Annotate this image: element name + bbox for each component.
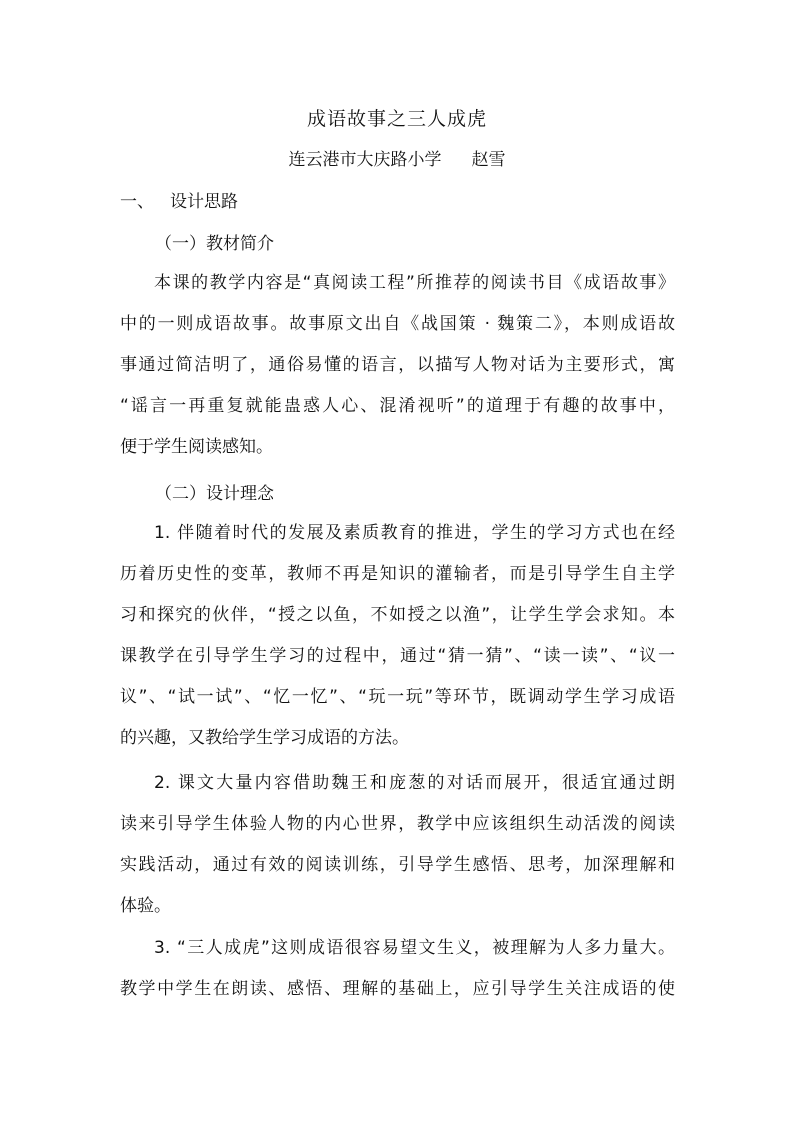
section-number: 一、 bbox=[120, 192, 154, 212]
paragraph-line: 事通过简洁明了，通俗易懂的语言，以描写人物对话为主要形式，寓 bbox=[120, 355, 675, 375]
paragraph-line: 教学中学生在朗读、感悟、理解的基础上，应引导学生关注成语的使 bbox=[120, 979, 675, 999]
paragraph-line: 议”、“试一试”、“忆一忆”、“玩一玩”等环节，既调动学生学习成语 bbox=[120, 687, 675, 707]
paragraph-line: 中的一则成语故事。故事原文出自《战国策 · 魏策二》，本则成语故 bbox=[120, 314, 675, 334]
document-title: 成语故事之三人成虎 bbox=[306, 108, 487, 130]
author-name: 赵雪 bbox=[471, 150, 506, 170]
paragraph-line: 课教学在引导学生学习的过程中，通过“猜一猜”、“读一读”、“议一 bbox=[120, 646, 675, 666]
paragraph-materials bbox=[120, 263, 675, 468]
paragraph-line: “谣言一再重复就能蛊惑人心、混淆视听”的道理于有趣的故事中， bbox=[120, 396, 675, 416]
paragraph-line: 历着历史性的变革，教师不再是知识的灌输者，而是引导学生自主学 bbox=[120, 564, 675, 584]
paragraph-point-2 bbox=[120, 763, 675, 927]
subsection-heading-materials: （一）教材简介 bbox=[155, 234, 274, 254]
subsection-heading-concept: （二）设计理念 bbox=[155, 484, 274, 504]
paragraph-point-3 bbox=[120, 928, 675, 1010]
paragraph-line: 便于学生阅读感知。 bbox=[120, 437, 273, 457]
paragraph-line: 1. 伴随着时代的发展及素质教育的推进，学生的学习方式也在经 bbox=[154, 523, 675, 543]
paragraph-line: 本课的教学内容是“真阅读工程”所推荐的阅读书目《成语故事》 bbox=[154, 273, 675, 293]
paragraph-point-1 bbox=[120, 513, 675, 759]
author-line bbox=[0, 145, 794, 175]
paragraph-line: 体验。 bbox=[120, 896, 171, 916]
paragraph-line: 的兴趣，又教给学生学习成语的方法。 bbox=[120, 728, 409, 748]
section-heading bbox=[120, 187, 238, 217]
paragraph-line: 2. 课文大量内容借助魏王和庞葱的对话而展开，很适宜通过朗 bbox=[154, 773, 675, 793]
paragraph-line: 习和探究的伙伴，“授之以鱼，不如授之以渔”，让学生学会求知。本 bbox=[120, 605, 675, 625]
paragraph-line: 实践活动，通过有效的阅读训练，引导学生感悟、思考，加深理解和 bbox=[120, 855, 675, 875]
paragraph-line: 读来引导学生体验人物的内心世界，教学中应该组织生动活泼的阅读 bbox=[120, 814, 675, 834]
section-title: 设计思路 bbox=[170, 192, 238, 212]
author-school: 连云港市大庆路小学 bbox=[288, 150, 442, 170]
paragraph-line: 3. “三人成虎”这则成语很容易望文生义，被理解为人多力量大。 bbox=[154, 938, 675, 958]
